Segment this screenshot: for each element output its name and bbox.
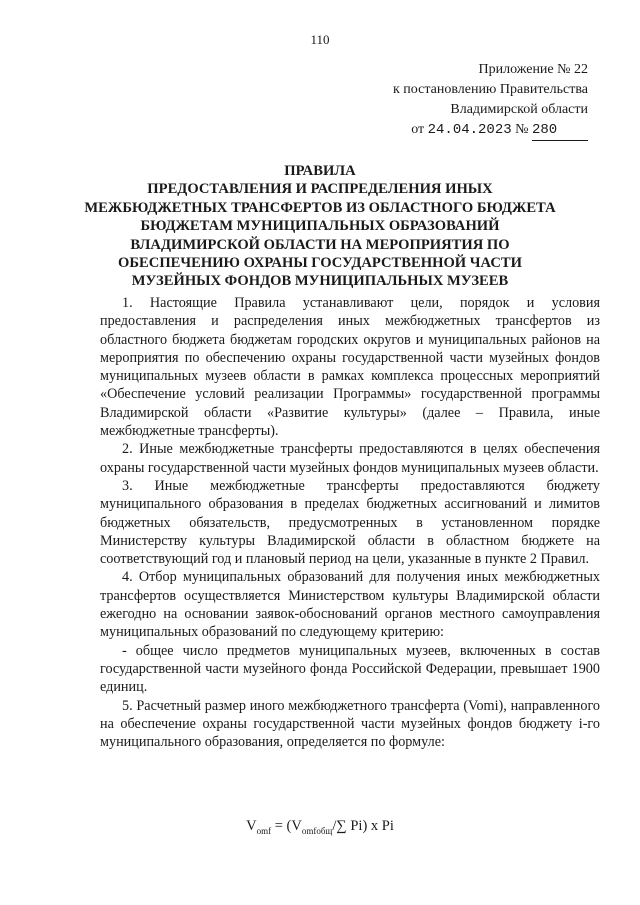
formula-eq-open: = (V [271,818,302,834]
title-line: ПРАВИЛА [284,163,356,179]
formula [0,818,640,836]
formula-lhs: V [246,818,257,834]
document-title [60,162,580,291]
resolution-number: 280 [532,120,588,141]
paragraph-4: 4. Отбор муниципальных образований для получения иных межбюджетных трансфертов осуществляется Министерством культуры Владимирской области ежегодно на основании заявок-обоснований органов местного самоуправления муниципальных образований по следующему критерию: [100,569,600,641]
title-line: БЮДЖЕТАМ МУНИЦИПАЛЬНЫХ ОБРАЗОВАНИЙ [140,218,500,235]
appendix-header [393,60,588,141]
resolution-date: 24.04.2023 [427,122,512,138]
appendix-reference: к постановлению Правительства [392,82,588,97]
criterion-item: - общее число предметов муниципальных музеев, включенных в состав государственной части музейного фонда Российской Федерации, превышает 1900 единиц. [100,642,600,696]
page-number: 110 [310,32,330,47]
title-line: ВЛАДИМИРСКОЙ ОБЛАСТИ НА МЕРОПРИЯТИЯ ПО [130,236,510,253]
formula-rest: /∑ Pi) x Pi [332,818,394,834]
date-prefix: от [411,122,425,137]
appendix-region: Владимирской области [450,102,588,117]
title-line: МУЗЕЙНЫХ ФОНДОВ МУНИЦИПАЛЬНЫХ МУЗЕЕВ [131,273,509,290]
paragraph-2: 2. Иные межбюджетные трансферты предоставляются в целях обеспечения охраны государственной части музейных фондов муниципальных музеев области. [100,441,600,476]
paragraph-1: 1. Настоящие Правила устанавливают цели, порядок и условия предоставления и распределения иных межбюджетных трансфертов из областного бюджета бюджетам городских округов и муниципальных районов на мероприятия по обеспечению охраны государственной части музейных фондов муниципальных музеев области в рамках комплекса процессных мероприятий «Обеспечение условий реализации Программы» государственной программы Владимирской области «Развитие культуры» (далее – Правила, иные межбюджетные трансферты). [100,295,600,440]
title-line: МЕЖБЮДЖЕТНЫХ ТРАНСФЕРТОВ ИЗ ОБЛАСТНОГО БЮДЖЕТА [84,199,556,216]
formula-rhs-subscript: omfобщ [301,825,333,836]
appendix-title: Приложение № 22 [478,62,588,77]
title-line: ОБЕСПЕЧЕНИЮ ОХРАНЫ ГОСУДАРСТВЕННОЙ ЧАСТИ [118,255,522,272]
formula-lhs-subscript: omf [256,825,272,836]
paragraph-5: 5. Расчетный размер иного межбюджетного трансферта (Vomi), направленного на обеспечение охраны государственной части музейных фондов бюджету i-го муниципального образования, определяется по формуле: [100,697,600,751]
appendix-date-line [393,120,588,141]
title-line: ПРЕДОСТАВЛЕНИЯ И РАСПРЕДЕЛЕНИЯ ИНЫХ [147,181,493,198]
paragraph-3: 3. Иные межбюджетные трансферты предоставляются бюджету муниципального образования в пределах бюджетных ассигнований и лимитов бюджетных обязательств, предусмотренных в установленном порядке Министерству культуры Владимирской области в областном бюджете на соответствующий год и плановый период на цели, указанные в пункте 2 Правил. [100,477,600,568]
number-prefix: № [515,122,529,137]
document-body [100,294,600,751]
